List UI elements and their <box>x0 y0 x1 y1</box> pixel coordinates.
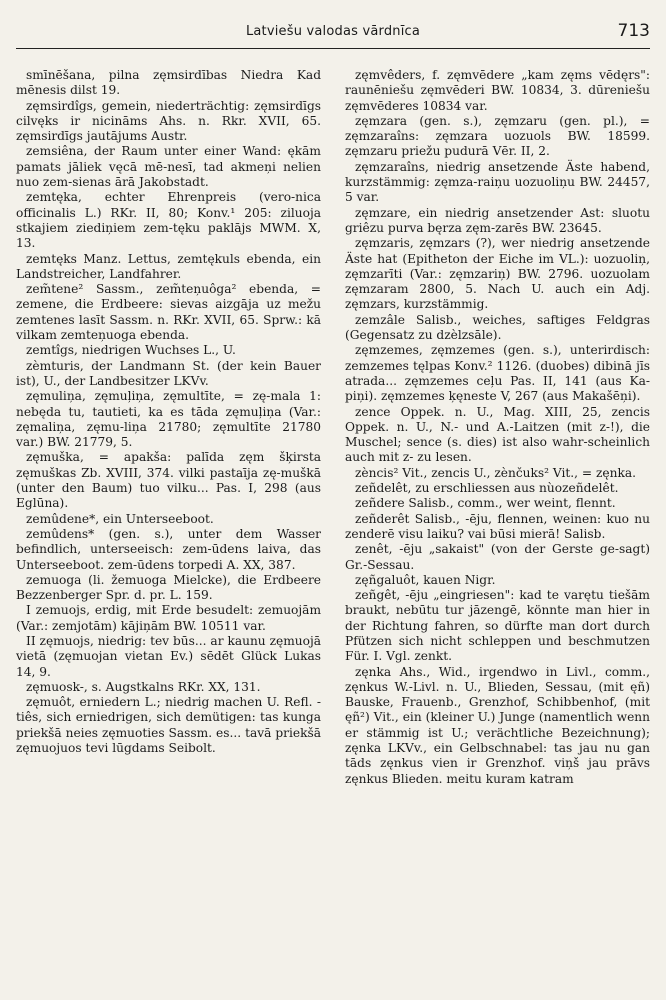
dictionary-entry: zenêt, -ēju „sakaist" (von der Gerste ge-sagt) Gr.-Sessau. <box>345 542 650 572</box>
dictionary-entry: zęmuška, = apakša: palīda zęm šķirsta zęmuškas Zb. XVIII, 374. vilki pastaīja zę-muškā (unter den Baum) tuo vilku... Pas. I, 298 (aus Eglūna). <box>16 450 321 511</box>
dictionary-entry: zemûdene*, ein Unterseeboot. <box>26 511 214 526</box>
dictionary-entry: I zemuojs, erdig, mit Erde besudelt: zemuojām (Var.: zemjotām) kājiņām BW. 10511 var. <box>16 603 321 633</box>
dictionary-entry: zęmzare, ein niedrig ansetzender Ast: sluotu griêzu purva bęrza zęm-zarēs BW. 23645. <box>345 205 650 235</box>
dictionary-entry: II zęmuojs, niedrig: tev būs... ar kaunu zęmuojā vietā (zęmuojan vietan Ev.) sēdēt Glück Lukas 14, 9. <box>16 633 321 679</box>
dictionary-entry: zeñdere Salisb., comm., wer weint, flennt. <box>355 496 616 511</box>
dictionary-entry: zęmsirdîgs, gemein, niederträchtig: zęmsirdīgs cilvęks ir nicināms Ahs. n. Rkr. XVII, 65. zęmsirdīgs jautājums Austr. <box>16 98 321 144</box>
dictionary-entry: zeñgêt, -ēju „eingriesen": kad te varętu tiešām braukt, nebūtu tur jāzengē, könnte man hier in der Richtung fahren, so dürfte man dort durch Pfützen sich nicht schleppen und beschmutzen Für. I. Vgl. zenkt. <box>345 588 650 664</box>
dictionary-entry: zęmvêders, f. zęmvēdere „kam zęms vēdęrs": raunēniešu zęmvēderi BW. 10834, 3. dūreniešu zęmvēderes 10834 var. <box>345 68 650 113</box>
dictionary-entry: zemzâle Salisb., weiches, saftiges Feldgras (Gegensatz zu dzèlzsāle). <box>345 312 650 343</box>
page-number: 713 <box>617 21 650 41</box>
page-header <box>16 20 650 49</box>
dictionary-entry: zèncis² Vit., zencis U., zènčuks² Vit., = zęnka. <box>355 465 636 480</box>
dictionary-entry: zemtęka, echter Ehrenpreis (vero-nica officinalis L.) RKr. II, 80; Konv.¹ 205: ziluoja stkajiem ziediņiem zem-tęku paklājs MWM. X, 13. <box>16 190 321 251</box>
dictionary-entry: zęmzaris, zęmzars (?), wer niedrig ansetzende Äste hat (Epitheton der Eiche im VL.): uozuoliņ, zęmzarīti (Var.: zęmzariņ) BW. 2796. uozuolam zęmzaram 2800, 5. Nach U. auch ein Adj. zęmzars, kurzstämmig. <box>345 236 650 312</box>
dictionary-entry: zeñdelêt, zu erschliessen aus nùozeñdelêt. <box>355 481 619 496</box>
dictionary-entry: zemtęks Manz. Lettus, zemtękuls ebenda, ein Landstreicher, Landfahrer. <box>16 251 321 281</box>
running-head: Latviešu valodas vārdnīca <box>245 24 421 39</box>
dictionary-entry: zęmuôt, erniedern L.; niedrig machen U. Refl. -tiês, sich erniedrigen, sich demütigen: tas kunga priekšā neies zęmuoties Sassm. es... tavā priekšā zęmuojuos tevi lūgdams Seibolt. <box>16 695 321 756</box>
dictionary-entry: zemtîgs, niedrigen Wuchses L., U. <box>26 343 236 358</box>
right-column <box>345 68 650 787</box>
dictionary-entry: zęnka Ahs., Wid., irgendwo in Livl., comm., zęnkus W.-Livl. n. U., Blieden, Sessau, (mit ęñ) Bauske, Frauenb., Grenzhof, Schibbenhof, (mit ęñ²) Vit., ein (kleiner U.) Junge (namentlich wenn er stämmig ist U.; verächtliche Bezeichnung); zęnka LKVv., ein Gelbschnabel: tas jau nu gan tāds zęnkus vien ir Grenzhof. viņš jau prāvs zęnkus Blieden. meitu kuram katram <box>345 664 650 786</box>
dictionary-entry: zęñgaluôt, kauen Nigr. <box>355 572 496 587</box>
dictionary-entry: zęmzara (gen. s.), zęmzaru (gen. pl.), = zęmzaraîns: zęmzara uozuols BW. 18599. zęmzaru priežu pudurā Vēr. II, 2. <box>345 113 650 159</box>
dictionary-entry: smīnēšana, pilna zęmsirdības Niedra Kad mēnesis dilst 19. <box>16 68 321 98</box>
left-column <box>16 68 321 756</box>
dictionary-entry: zemuoga (li. žemuoga Mielcke), die Erdbeere Bezzenberger Spr. d. pr. L. 159. <box>16 572 321 603</box>
dictionary-entry: zeñderêt Salisb., -ēju, flennen, weinen: kuo nu zenderē visu laiku? vai būsi mierā! Salisb. <box>345 511 650 541</box>
dictionary-entry: zem̃tene² Sassm., zem̃teņuôga² ebenda, = zemene, die Erdbeere: sievas aizgāja uz mežu zemtenes lasīt Sassm. n. RKr. XVII, 65. Sprw.: kā vilkam zemteņuoga ebenda. <box>16 282 321 343</box>
dictionary-entry: zęmuosk-, s. Augstkalns RKr. XX, 131. <box>26 679 261 694</box>
dictionary-entry: zemsiêna, der Raum unter einer Wand: ękām pamats jāliek vęcā mē-nesī, tad akmeņi nelien nuo zem-sienas ārā Jakobstadt. <box>16 144 321 190</box>
dictionary-entry: zèmturis, der Landmann St. (der kein Bauer ist), U., der Landbesitzer LKVv. <box>16 358 321 388</box>
dictionary-entry: zemûdens* (gen. s.), unter dem Wasser befindlich, unterseeisch: zem-ūdens laiva, das Unterseeboot. zem-ūdens torpedi A. XX, 387. <box>16 526 321 572</box>
dictionary-entry: zęmzaraîns, niedrig ansetzende Äste habend, kurzstämmig: zęmza-raiņu uozuoliņu BW. 24457, 5 var. <box>345 159 650 205</box>
dictionary-entry: zence Oppek. n. U., Mag. XIII, 25, zencis Oppek. n. U., N.- und A.-Laitzen (mit z-!), die Muschel; sence (s. dies) ist also wahr-scheinlich auch mit z- zu lesen. <box>345 404 650 465</box>
dictionary-entry: zęmzemes, zęmzemes (gen. s.), unterirdisch: zemzemes tęlpas Konv.² 1126. (duobes) dibinā jīs atrada... zęmzemes ceļu Pas. II, 141 (aus Ka-piņi). zęmzemes ķęneste V, 267 (aus Makašēņi). <box>345 343 650 404</box>
dictionary-entry: zęmuliņa, zęmuļiņa, zęmultīte, = zę-mala 1: nebęda tu, tautieti, ka es tāda zęmuļiņa (Var.: zęmaliņa, zęmu-liņa 21780; zęmultīte 21780 var.) BW. 21779, 5. <box>16 389 321 450</box>
